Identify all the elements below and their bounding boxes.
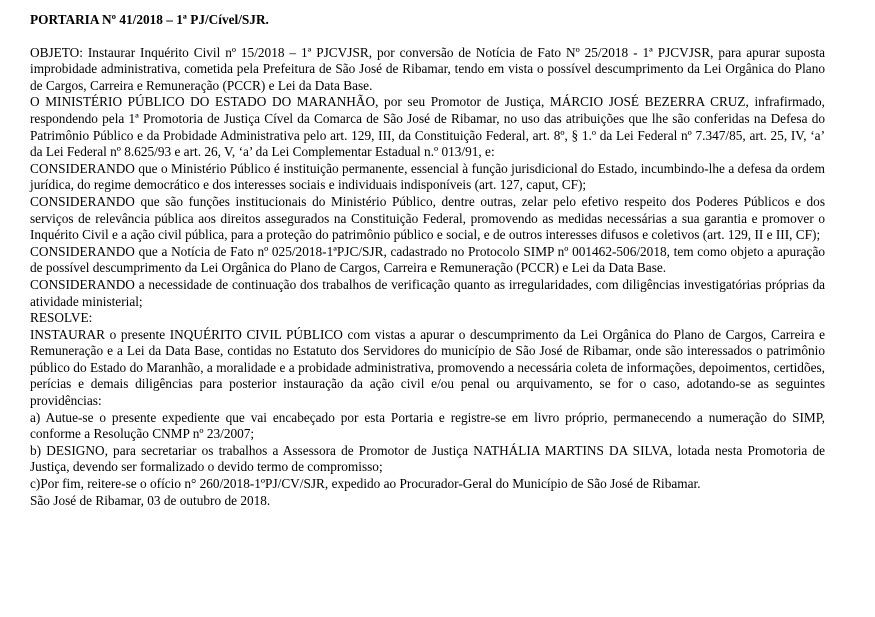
paragraph-item-a: a) Autue-se o presente expediente que vai encabeçado por esta Portaria e registre-se em livro próprio, permanecendo a numeração do SIMP, conforme a Resolução CNMP nº 23/2007;	[30, 409, 825, 442]
paragraph-considerando-1: CONSIDERANDO que o Ministério Público é instituição permanente, essencial à função jurisdicional do Estado, incumbindo-lhe a defesa da ordem jurídica, do regime democrático e dos interesses sociais e individuais indisponíveis (art. 127, caput, CF);	[30, 160, 825, 193]
paragraph-item-c: c)Por fim, reitere-se o ofício n° 260/2018-1ºPJ/CV/SJR, expedido ao Procurador-Geral do Município de São José de Ribamar.	[30, 476, 701, 492]
paragraph-ministerio-publico: O MINISTÉRIO PÚBLICO DO ESTADO DO MARANHÃO, por seu Promotor de Justiça, MÁRCIO JOSÉ BEZERRA CRUZ, infrafirmado, respondendo pela 1ª Promotoria de Justiça Cível da Comarca de São José de Ribamar, no uso das atribuições que lhe são conferidas na Defesa do Patrimônio Público e da Probidade Administrativa pelo art. 129, III, da Constituição Federal, art. 8º, § 1.º da Lei Federal nº 7.347/85, art. 25, IV, ‘a’ da Lei Federal nº 8.625/93 e art. 26, V, ‘a’ da Lei Complementar Estadual n.º 013/91, e:	[30, 94, 825, 160]
paragraph-date-location: São José de Ribamar, 03 de outubro de 2018.	[30, 492, 271, 508]
paragraph-instaurar: INSTAURAR o presente INQUÉRITO CIVIL PÚBLICO com vistas a apurar o descumprimento da Lei Orgânica do Plano de Cargos, Carreira e Remuneração e a Lei da Data Base, contidas no Estatuto dos Servidores do município de São José de Ribamar, onde são interessados o patrimônio público do Estado do Maranhão, a moralidade e a probidade administrativa, promovendo a necessária coleta de informações, depoimentos, certidões, perícias e demais diligências para posterior instauração da ação civil e/ou penal ou arquivamento, se for o caso, adotando-se as seguintes providências:	[30, 326, 825, 409]
paragraph-objeto: OBJETO: Instaurar Inquérito Civil nº 15/2018 – 1ª PJCVJSR, por conversão de Notícia de Fato Nº 25/2018 - 1ª PJCVJSR, para apurar suposta improbidade administrativa, cometida pela Prefeitura de São José de Ribamar, tendo em vista o possível descumprimento da Lei Orgânica do Plano de Cargos, Carreira e Remuneração (PCCR) e Lei da Data Base.	[30, 44, 825, 93]
paragraph-resolve: RESOLVE:	[30, 310, 93, 326]
paragraph-item-b: b) DESIGNO, para secretariar os trabalhos a Assessora de Promotor de Justiça NATHÁLIA MARTINS DA SILVA, lotada nesta Promotoria de Justiça, devendo ser formalizado o devido termo de compromisso;	[30, 442, 825, 475]
paragraph-considerando-3: CONSIDERANDO que a Notícia de Fato nº 025/2018-1ªPJC/SJR, cadastrado no Protocolo SIMP nº 001462-506/2018, tem como objeto a apuração de possível descumprimento da Lei Orgânica do Plano de Cargos, Carreira e Remuneração (PCCR) e Lei da Data Base.	[30, 243, 825, 276]
paragraph-considerando-4: CONSIDERANDO a necessidade de continuação dos trabalhos de verificação quanto as irregularidades, com diligências investigatórias próprias da atividade ministerial;	[30, 276, 825, 309]
paragraph-considerando-2: CONSIDERANDO que são funções institucionais do Ministério Público, dentre outras, zelar pelo efetivo respeito dos Poderes Públicos e dos serviços de relevância pública aos direitos assegurados na Constituição Federal, promovendo as medidas necessárias a sua garantia e promover o Inquérito Civil e a ação civil pública, para a proteção do patrimônio público e social, e de outros interesses difusos e coletivos (art. 129, II e III, CF);	[30, 193, 825, 243]
document-title: PORTARIA Nº 41/2018 – 1ª PJ/Cível/SJR.	[30, 12, 269, 27]
document-page	[30, 12, 825, 509]
